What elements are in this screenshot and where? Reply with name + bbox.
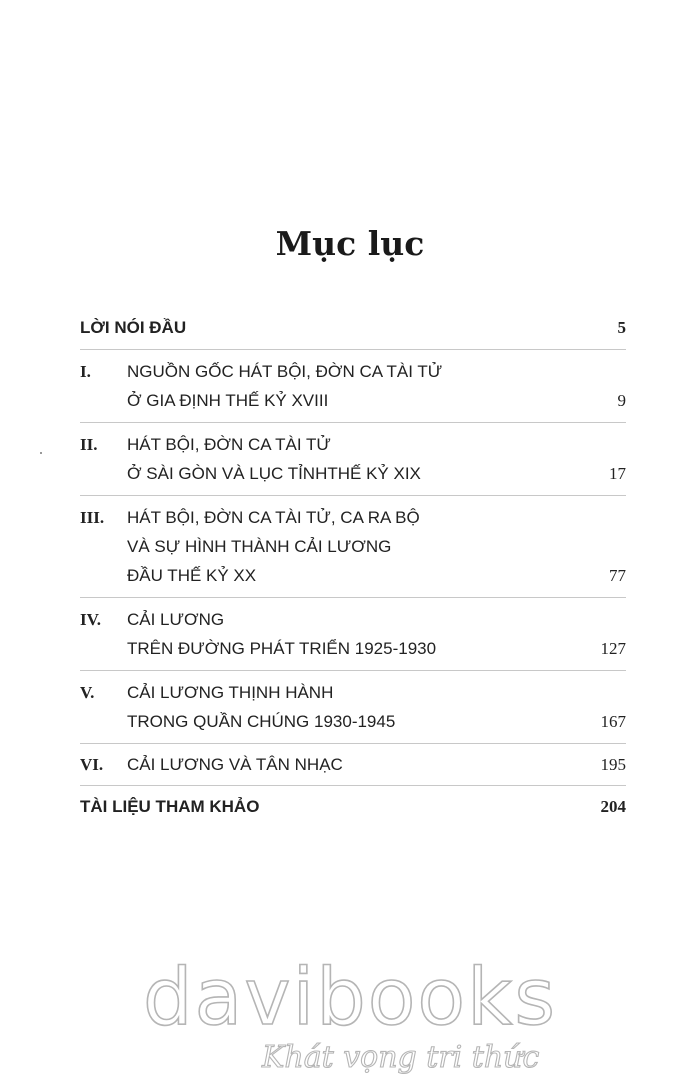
chapter-title-line: HÁT BỘI, ĐỜN CA TÀI TỬ, CA RA BỘ [127, 508, 420, 527]
toc-page-number: 167 [600, 712, 626, 731]
toc-entry-chapter-1 [80, 350, 626, 423]
toc-page-number: 204 [600, 797, 626, 816]
chapter-number: III. [80, 508, 105, 527]
chapter-title-line: TRONG QUẦN CHÚNG 1930-1945 [127, 712, 396, 731]
chapter-title-line: ĐẦU THẾ KỶ XX [127, 566, 257, 585]
toc-entry-chapter-5 [80, 671, 626, 744]
chapter-title-line: Ở GIA ĐỊNH THẾ KỶ XVIII [127, 391, 329, 410]
toc-entry-chapter-4 [80, 598, 626, 671]
toc-entry-chapter-3 [80, 496, 626, 598]
chapter-title-line: VÀ SỰ HÌNH THÀNH CẢI LƯƠNG [127, 537, 392, 556]
chapter-number: VI. [80, 755, 104, 774]
toc-entry-title: LỜI NÓI ĐẦU [80, 318, 187, 337]
table-of-contents [80, 310, 626, 827]
watermark-tagline: Khát vọng tri thức [262, 1040, 540, 1075]
toc-page-number: 5 [617, 318, 626, 337]
chapter-title-line: NGUỒN GỐC HÁT BỘI, ĐỜN CA TÀI TỬ [127, 362, 443, 381]
toc-page-number: 195 [600, 755, 626, 774]
chapter-title-line: Ở SÀI GÒN VÀ LỤC TỈNHTHẾ KỶ XIX [127, 464, 421, 483]
toc-entry-references [80, 786, 626, 827]
toc-entry-chapter-2 [80, 423, 626, 496]
watermark-logo: davibooks [143, 953, 557, 1043]
chapter-title-line: CẢI LƯƠNG [127, 610, 225, 629]
page-title: Mục lục [275, 224, 425, 263]
toc-entry-preface [80, 310, 626, 350]
toc-page-number: 127 [600, 639, 626, 658]
scan-speck [40, 452, 42, 454]
toc-page-number: 77 [609, 566, 626, 585]
toc-entry-title: TÀI LIỆU THAM KHẢO [80, 797, 260, 816]
chapter-number: IV. [80, 610, 101, 629]
chapter-title-line: CẢI LƯƠNG THỊNH HÀNH [127, 683, 334, 702]
chapter-title-line: HÁT BỘI, ĐỜN CA TÀI TỬ [127, 435, 331, 454]
chapter-title-line: TRÊN ĐƯỜNG PHÁT TRIỂN 1925-1930 [127, 639, 437, 658]
toc-page-number: 17 [609, 464, 626, 483]
toc-entry-chapter-6 [80, 744, 626, 786]
chapter-title-line: CẢI LƯƠNG VÀ TÂN NHẠC [127, 755, 343, 774]
chapter-number: I. [80, 362, 91, 381]
chapter-number: II. [80, 435, 98, 454]
chapter-number: V. [80, 683, 95, 702]
toc-page-number: 9 [617, 391, 626, 410]
